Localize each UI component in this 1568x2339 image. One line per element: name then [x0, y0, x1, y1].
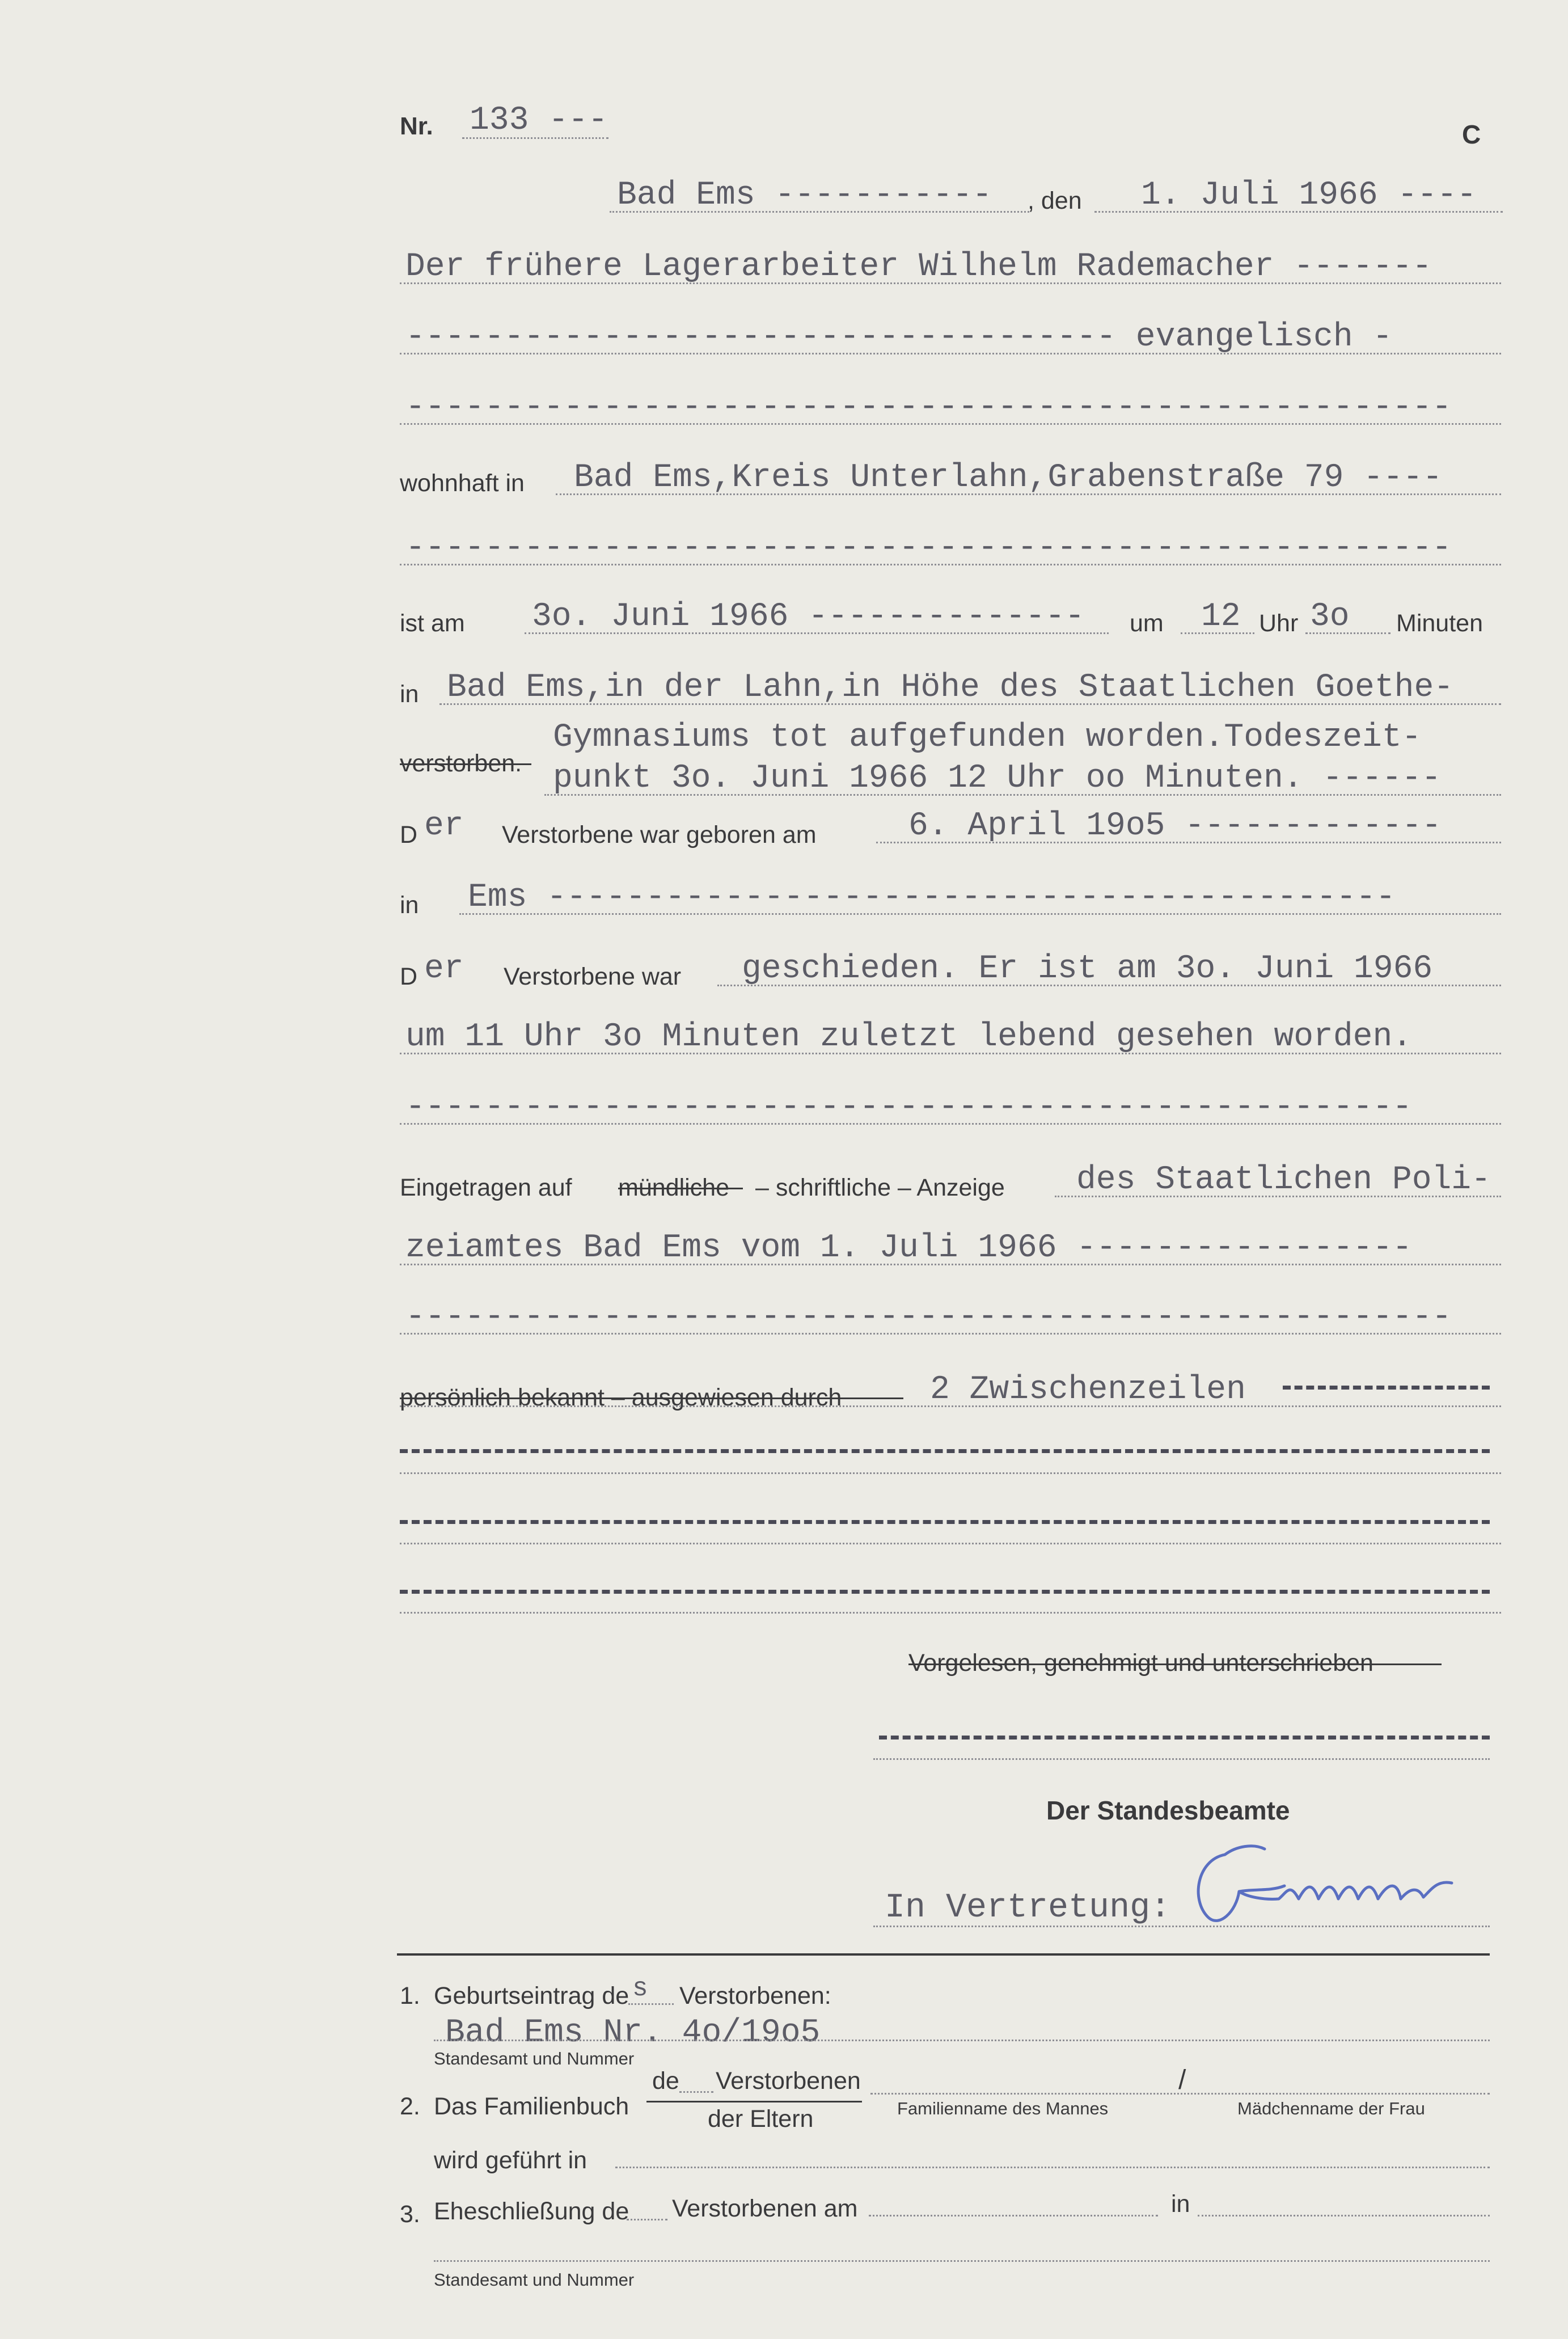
verstorben-struck: verstorben.: [400, 750, 522, 777]
identity-strike: [400, 1398, 903, 1399]
in-vertretung: In Vertretung:: [885, 1889, 1171, 1927]
death-place-line-1: Bad Ems,in der Lahn,in Höhe des Staatlichen Goethe-: [447, 669, 1454, 706]
death-hour-rule: [1181, 632, 1254, 634]
fill-rule-3: [400, 1612, 1501, 1614]
muendliche-struck: mündliche: [618, 1174, 729, 1201]
birth-place: Ems -------------------------------------------: [468, 879, 1396, 916]
death-date: 3o. Juni 1966 --------------: [532, 598, 1085, 635]
birth-date-rule: [876, 842, 1501, 843]
vorgelesen-strike: [908, 1664, 1442, 1665]
item3-label-a: Eheschließung de: [434, 2198, 629, 2225]
signature-rule: [873, 1758, 1490, 1760]
registration-line-1: des Staatlichen Poli-: [1076, 1162, 1491, 1198]
item3-de-rule: [627, 2219, 667, 2220]
footer-separator: [397, 1953, 1490, 1956]
registry-date: 1. Juli 1966 ----: [1141, 177, 1477, 214]
item1-suffix-rule: [628, 2003, 674, 2005]
deceased-line-3: -----------------------------------------------------: [405, 389, 1452, 426]
death-date-rule: [525, 632, 1109, 634]
standesbeamte-title: Der Standesbeamte: [1046, 1796, 1290, 1825]
registration-line-2-rule: [400, 1264, 1501, 1265]
birth-in-label: in: [400, 892, 419, 919]
residence-line-2: -----------------------------------------------------: [405, 530, 1452, 567]
fill-rule-1: [400, 1472, 1501, 1474]
registration-label-prefix: Eingetragen auf: [400, 1174, 572, 1201]
identity-dash: [1283, 1386, 1490, 1390]
death-minute-rule: [1305, 632, 1391, 634]
registration-line-2: zeiamtes Bad Ems vom 1. Juli 1966 -----------------: [405, 1230, 1413, 1266]
item1-value-rule: [434, 2040, 1490, 2041]
item3-date-rule: [869, 2215, 1158, 2216]
status-d-prefix: D: [400, 963, 418, 990]
residence-line-2-rule: [400, 564, 1501, 565]
vorgelesen-struck: Vorgelesen, genehmigt und unterschrieben: [908, 1649, 1373, 1677]
status-line-3-rule: [400, 1123, 1501, 1125]
item2-frac-bar: [646, 2101, 862, 2102]
item3-label-b: Verstorbenen am: [672, 2195, 858, 2222]
deceased-line-1-rule: [400, 282, 1501, 284]
fill-rule-2: [400, 1543, 1501, 1544]
den-label: , den: [1028, 187, 1082, 214]
identity-struck: persönlich bekannt – ausgewiesen durch: [400, 1384, 842, 1411]
item2-sublabel-left: Familienname des Mannes: [897, 2099, 1109, 2118]
item2-sublabel-right: Mädchenname der Frau: [1237, 2099, 1425, 2118]
uhr-label: Uhr: [1259, 610, 1299, 637]
residence-label: wohnhaft in: [400, 470, 525, 497]
registration-line-3: -----------------------------------------------------: [405, 1299, 1452, 1336]
death-place-line-1-rule: [439, 703, 1501, 705]
birth-d-suffix: er: [424, 808, 464, 845]
identity-value: 2 Zwischenzeilen: [930, 1371, 1246, 1408]
death-hour: 12: [1201, 598, 1241, 635]
nr-label: Nr.: [400, 112, 433, 140]
birth-label: Verstorbene war geboren am: [502, 821, 817, 848]
item1-label-a: Geburtseintrag de: [434, 1982, 629, 2009]
item2-num: 2.: [400, 2093, 420, 2120]
death-place-line-3-rule: [544, 794, 1501, 796]
um-label: um: [1130, 610, 1164, 637]
deceased-line-3-rule: [400, 423, 1501, 425]
status-line-3: ---------------------------------------------------: [405, 1089, 1413, 1126]
item1-sublabel: Standesamt und Nummer: [434, 2049, 635, 2068]
residence-line-1: Bad Ems,Kreis Unterlahn,Grabenstraße 79 ----: [574, 459, 1443, 496]
fill-dash-2: [400, 1520, 1490, 1524]
register-number-line: [462, 137, 608, 139]
deceased-line-2: ------------------------------------ evangelisch -: [405, 319, 1393, 356]
death-minute: 3o: [1310, 598, 1350, 635]
registration-label-suffix: – schriftliche – Anzeige: [755, 1174, 1005, 1201]
item3-in: in: [1171, 2190, 1190, 2218]
death-place-line-2: Gymnasiums tot aufgefunden worden.Todeszeit-: [553, 719, 1422, 756]
status-label: Verstorbene war: [504, 963, 682, 990]
register-number: 133 ---: [470, 102, 608, 139]
death-place-line-3: punkt 3o. Juni 1966 12 Uhr oo Minuten. ------: [553, 760, 1442, 797]
fill-dash-1: [400, 1449, 1490, 1453]
birth-place-rule: [459, 913, 1501, 915]
item2-frac-top-b: Verstorbenen: [716, 2067, 861, 2095]
status-line-2-rule: [400, 1053, 1501, 1054]
residence-line-1-rule: [556, 493, 1501, 495]
item2-frac-bottom: der Eltern: [708, 2105, 814, 2133]
deceased-line-2-rule: [400, 353, 1501, 354]
registry-date-line: [1094, 211, 1503, 213]
item3-place-rule: [1198, 2215, 1490, 2216]
item1-suffix: s: [632, 1974, 648, 2003]
item1-value: Bad Ems Nr. 4o/19o5: [445, 2015, 821, 2051]
registry-place-line: [610, 211, 1029, 213]
status-line-1-rule: [717, 985, 1501, 986]
muendliche-strike: [618, 1188, 743, 1189]
corner-letter: C: [1462, 120, 1481, 149]
item2-frac-top-a: de: [652, 2067, 679, 2095]
status-line-1: geschieden. Er ist am 3o. Juni 1966: [742, 951, 1433, 987]
item2-wird-rule: [615, 2167, 1490, 2168]
verstorben-strike: [400, 763, 531, 765]
item2-frac-top-rule: [679, 2091, 713, 2093]
status-line-2: um 11 Uhr 3o Minuten zuletzt lebend gesehen worden.: [405, 1019, 1413, 1055]
signature-handwriting: [1185, 1826, 1480, 1940]
minuten-label: Minuten: [1396, 610, 1483, 637]
item2-wird: wird geführt in: [434, 2147, 588, 2174]
registration-line-3-rule: [400, 1333, 1501, 1335]
item2-slash: /: [1178, 2065, 1186, 2095]
item1-label-b: Verstorbenen:: [679, 1982, 831, 2009]
item3-registry-rule: [434, 2260, 1490, 2262]
fill-dash-3: [400, 1590, 1490, 1594]
signature-dash: [879, 1736, 1490, 1740]
item3-sublabel: Standesamt und Nummer: [434, 2270, 635, 2290]
item2-label: Das Familienbuch: [434, 2093, 629, 2120]
item3-num: 3.: [400, 2201, 420, 2228]
registration-line-1-rule: [1055, 1196, 1501, 1197]
item1-num: 1.: [400, 1982, 420, 2009]
status-d-suffix: er: [424, 951, 464, 987]
ist-am-label: ist am: [400, 610, 465, 637]
registry-place: Bad Ems -----------: [617, 177, 992, 214]
birth-d-prefix: D: [400, 821, 418, 848]
death-in-label: in: [400, 681, 419, 708]
birth-date: 6. April 19o5 -------------: [908, 808, 1442, 845]
deceased-line-1: Der frühere Lagerarbeiter Wilhelm Rademacher -------: [405, 248, 1432, 285]
identity-rule: [400, 1405, 1501, 1407]
